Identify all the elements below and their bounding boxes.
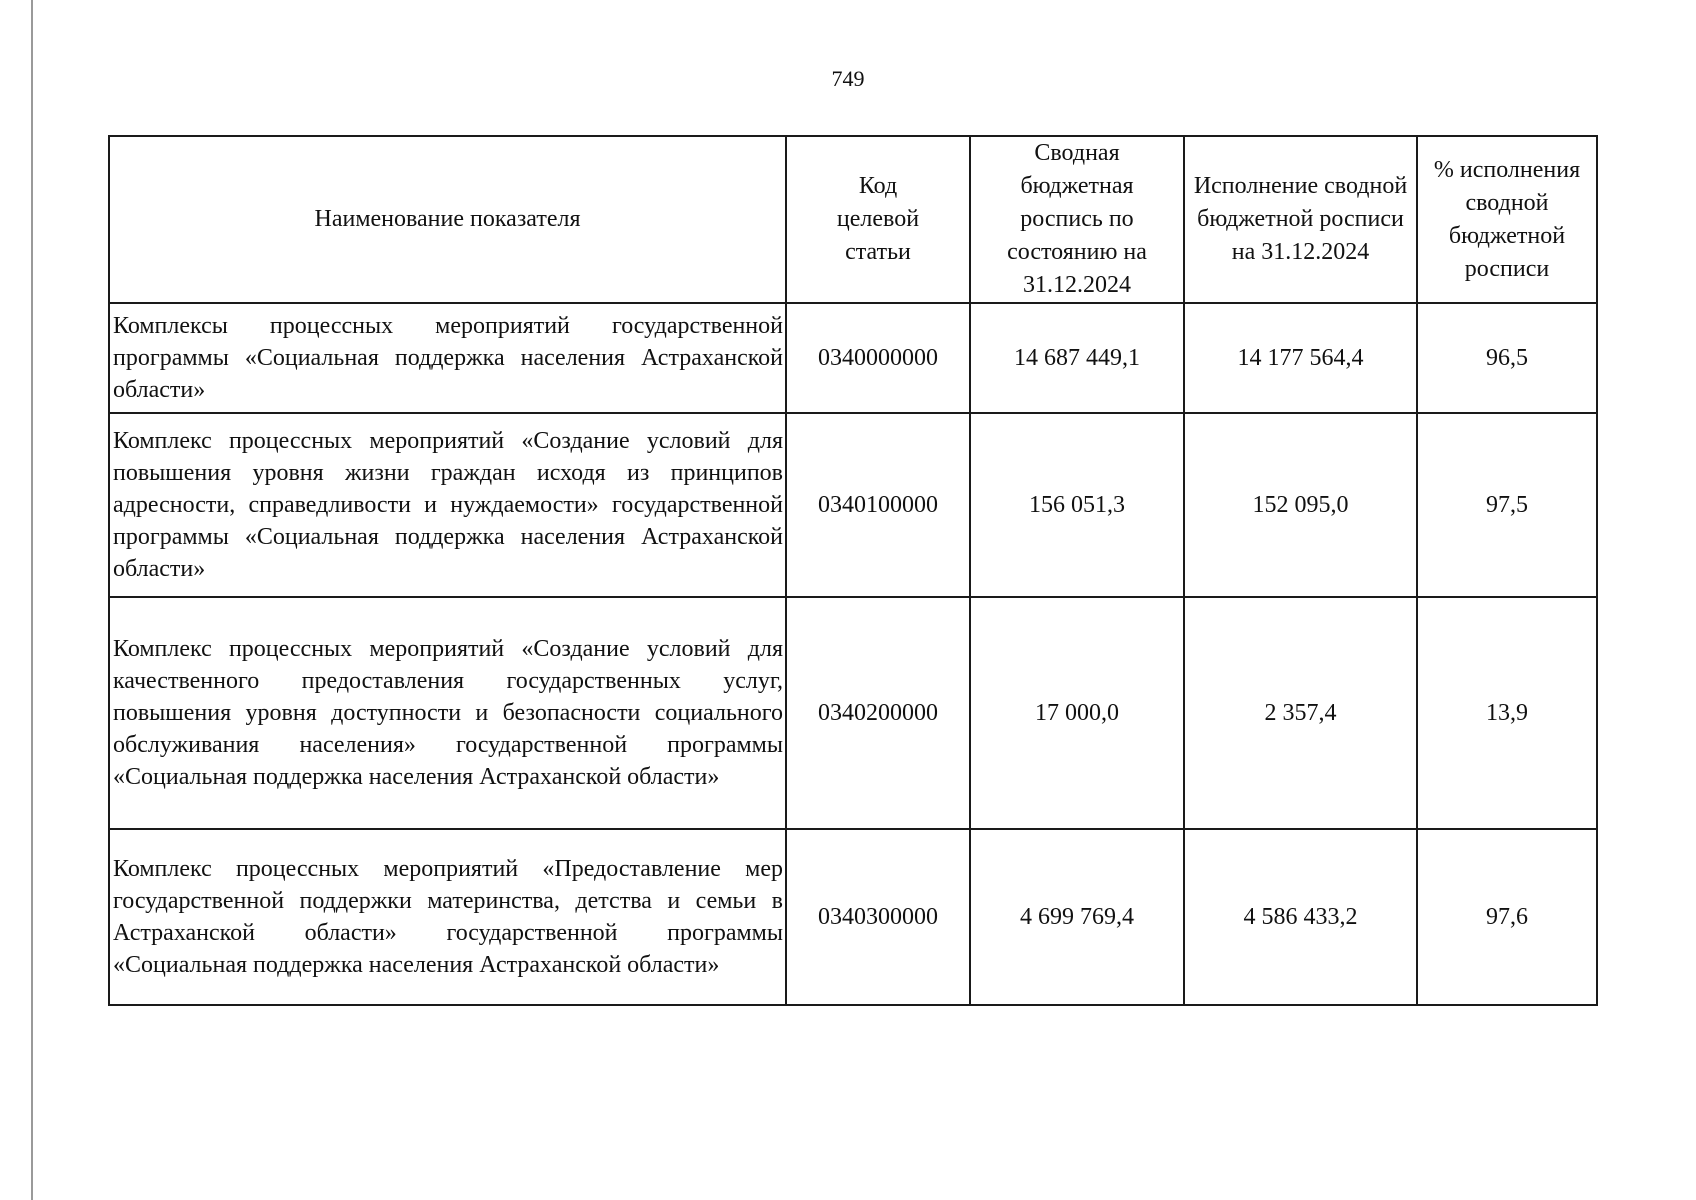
row-plan: 14 687 449,1: [970, 303, 1184, 413]
row-percent: 97,6: [1417, 829, 1597, 1005]
table-row: [109, 413, 1597, 597]
row-percent: 97,5: [1417, 413, 1597, 597]
row-code: 0340000000: [786, 303, 970, 413]
row-name: Комплексы процессных мероприятий государственной программы «Социальная поддержка населения Астраханской области»: [109, 303, 786, 413]
table-row: [109, 597, 1597, 829]
table-row: [109, 303, 1597, 413]
scan-edge-line: [31, 0, 33, 1200]
row-percent: 96,5: [1417, 303, 1597, 413]
row-name: Комплекс процессных мероприятий «Создание условий для качественного предоставления государственных услуг, повышения уровня доступности и безопасности социального обслуживания населения» государственной программы «Социальная поддержка населения Астраханской области»: [109, 597, 786, 829]
budget-table: [108, 135, 1598, 1006]
header-execution-percent: % исполнения сводной бюджетной росписи: [1417, 136, 1597, 303]
row-code: 0340200000: [786, 597, 970, 829]
row-percent: 13,9: [1417, 597, 1597, 829]
header-target-code: Код целевой статьи: [786, 136, 970, 303]
header-budget-execution: Исполнение сводной бюджетной росписи на 31.12.2024: [1184, 136, 1417, 303]
row-actual: 4 586 433,2: [1184, 829, 1417, 1005]
row-code: 0340300000: [786, 829, 970, 1005]
table-row: [109, 829, 1597, 1005]
row-code: 0340100000: [786, 413, 970, 597]
row-plan: 156 051,3: [970, 413, 1184, 597]
page-number: 749: [831, 66, 865, 91]
row-name: Комплекс процессных мероприятий «Предоставление мер государственной поддержки материнства, детства и семьи в Астраханской области» государственной программы «Социальная поддержка населения Астраханской области»: [109, 829, 786, 1005]
row-plan: 4 699 769,4: [970, 829, 1184, 1005]
row-actual: 152 095,0: [1184, 413, 1417, 597]
row-plan: 17 000,0: [970, 597, 1184, 829]
table-header-row: [109, 136, 1597, 303]
row-actual: 14 177 564,4: [1184, 303, 1417, 413]
row-name: Комплекс процессных мероприятий «Создание условий для повышения уровня жизни граждан исходя из принципов адресности, справедливости и нуждаемости» государственной программы «Социальная поддержка населения Астраханской области»: [109, 413, 786, 597]
header-indicator-name: Наименование показателя: [109, 136, 786, 303]
row-actual: 2 357,4: [1184, 597, 1417, 829]
header-budget-plan: Сводная бюджетная роспись по состоянию на 31.12.2024: [970, 136, 1184, 303]
